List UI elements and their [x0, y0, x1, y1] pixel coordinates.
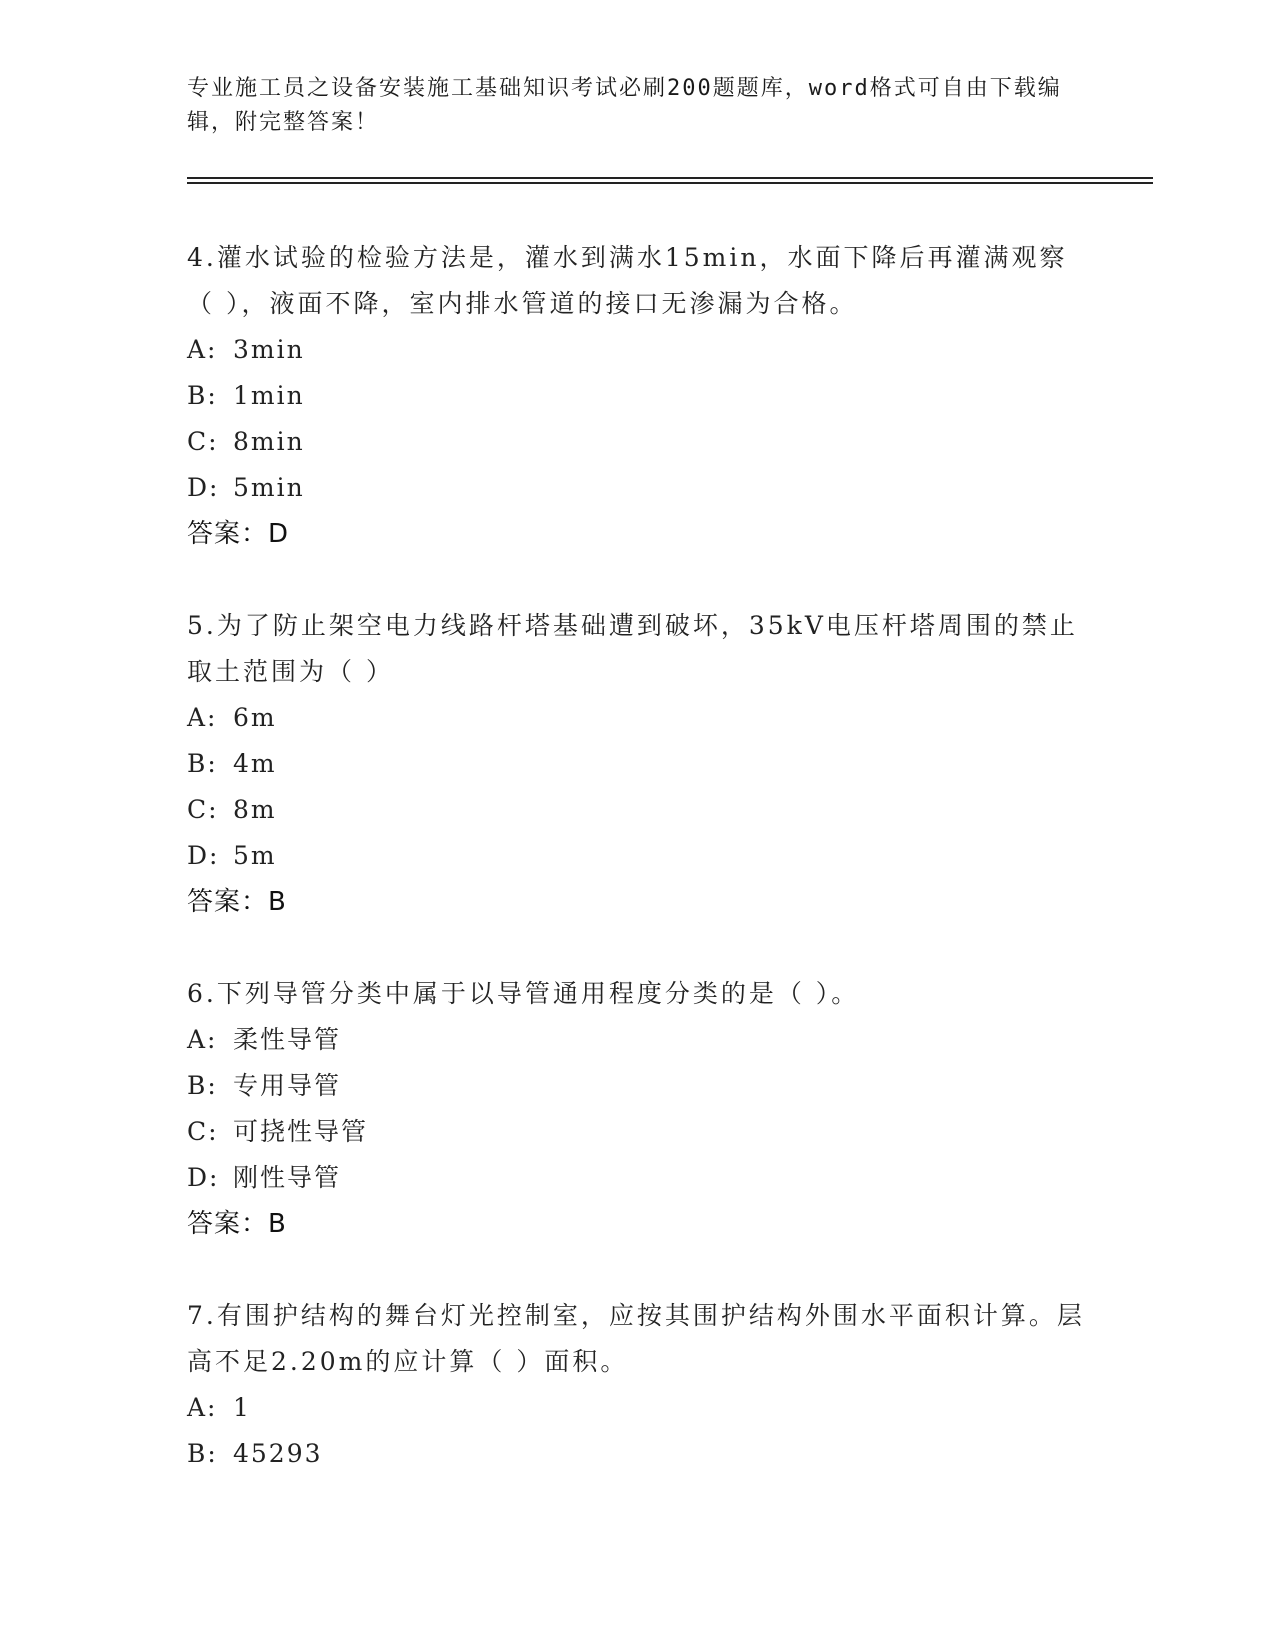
question-6: [187, 971, 1087, 1247]
option-label: D:: [187, 1163, 220, 1192]
document-header: 专业施工员之设备安装施工基础知识考试必刷200题题库，word格式可自由下载编辑，附完整答案！: [187, 76, 1062, 135]
question-5: [187, 603, 1087, 925]
option-label: A:: [187, 1025, 218, 1054]
option-text: 5m: [233, 841, 277, 870]
question-7: [187, 1293, 1087, 1477]
question-list: [187, 235, 1087, 1523]
option-label: A:: [187, 703, 218, 732]
option-d: [187, 833, 1087, 879]
option-text: 可挠性导管: [233, 1117, 369, 1146]
option-text: 8min: [233, 427, 305, 456]
header-divider-bottom: [187, 182, 1153, 184]
option-a: [187, 1017, 1087, 1063]
option-text: 5min: [233, 473, 305, 502]
option-label: B:: [187, 381, 218, 410]
option-text: 1: [233, 1393, 251, 1422]
option-label: B:: [187, 749, 218, 778]
option-c: [187, 419, 1087, 465]
option-d: [187, 465, 1087, 511]
question-text: 7.有围护结构的舞台灯光控制室，应按其围护结构外围水平面积计算。层高不足2.20m的应计算（ ）面积。: [187, 1301, 1085, 1376]
option-label: C:: [187, 795, 219, 824]
option-b: [187, 373, 1087, 419]
option-label: D:: [187, 473, 220, 502]
option-text: 专用导管: [233, 1071, 342, 1100]
option-label: A:: [187, 1393, 218, 1422]
option-b: [187, 1063, 1087, 1109]
option-label: C:: [187, 1117, 219, 1146]
option-label: C:: [187, 427, 219, 456]
answer-text: 答案：D: [187, 519, 290, 549]
option-label: A:: [187, 335, 218, 364]
option-text: 柔性导管: [233, 1025, 342, 1054]
question-4: [187, 235, 1087, 557]
option-text: 6m: [233, 703, 277, 732]
option-text: 1min: [233, 381, 305, 410]
option-a: [187, 327, 1087, 373]
answer-text: 答案：B: [187, 887, 287, 917]
option-text: 3min: [233, 335, 305, 364]
header-divider-top: [187, 177, 1153, 179]
option-label: D:: [187, 841, 220, 870]
option-a: [187, 1385, 1087, 1431]
question-text: 6.下列导管分类中属于以导管通用程度分类的是（ ）。: [187, 979, 860, 1008]
option-text: 8m: [233, 795, 277, 824]
option-c: [187, 787, 1087, 833]
option-label: B:: [187, 1071, 218, 1100]
option-text: 4m: [233, 749, 277, 778]
question-text: 5.为了防止架空电力线路杆塔基础遭到破坏，35kV电压杆塔周围的禁止取土范围为（ ）: [187, 611, 1078, 686]
question-text: 4.灌水试验的检验方法是，灌水到满水15min，水面下降后再灌满观察（ ），液面不降，室内排水管道的接口无渗漏为合格。: [187, 243, 1068, 318]
option-text: 刚性导管: [233, 1163, 342, 1192]
option-d: [187, 1155, 1087, 1201]
option-b: [187, 1431, 1087, 1477]
option-label: B:: [187, 1439, 218, 1468]
option-b: [187, 741, 1087, 787]
option-c: [187, 1109, 1087, 1155]
option-text: 45293: [233, 1439, 323, 1468]
answer-text: 答案：B: [187, 1209, 287, 1239]
option-a: [187, 695, 1087, 741]
